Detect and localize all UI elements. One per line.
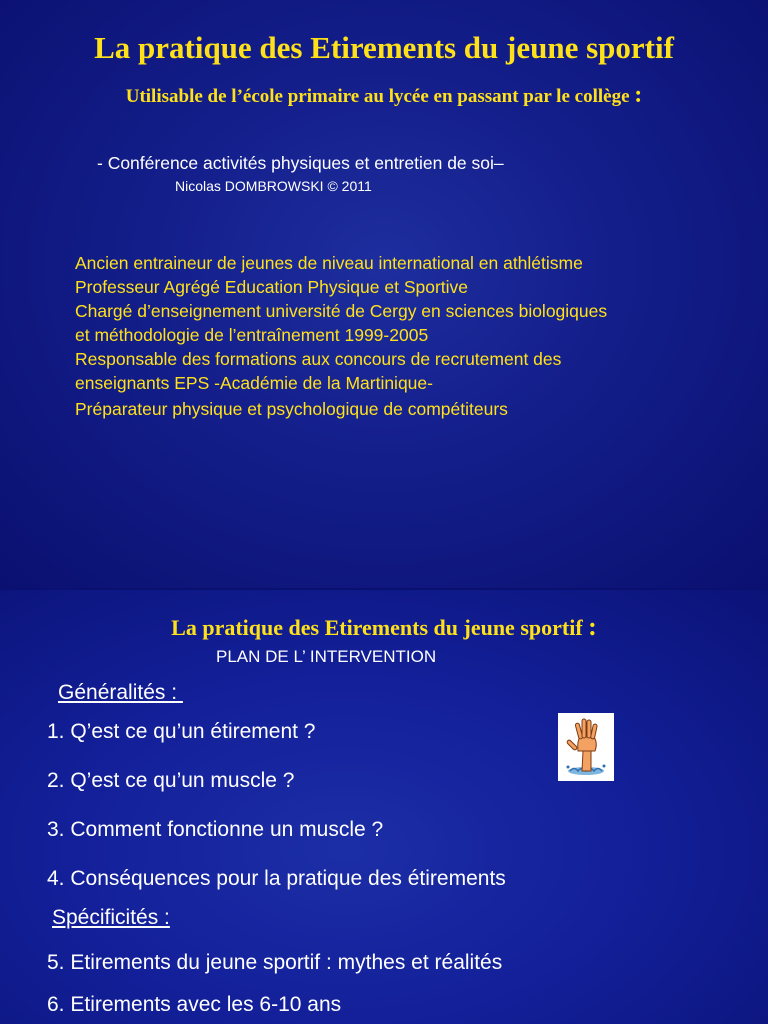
section-heading-specificites: Spécificités : [52, 906, 170, 929]
bio-line: et méthodologie de l’entraînement 1999-2005 [75, 325, 429, 345]
slide-subtitle [0, 82, 768, 109]
bio-line: Responsable des formations aux concours de recrutement des [75, 349, 562, 369]
section-heading-generalites: Généralités : [58, 681, 183, 704]
title-text: La pratique des Etirements du jeune sportif [171, 615, 583, 640]
list-item: 1. Q’est ce qu’un étirement ? [47, 720, 316, 743]
title-colon: : [588, 612, 597, 641]
plan-label: PLAN DE L’ INTERVENTION [216, 647, 437, 666]
bio-line: Préparateur physique et psychologique de compétiteurs [75, 399, 508, 419]
list-item: 6. Etirements avec les 6-10 ans [47, 993, 342, 1016]
raised-hand-in-water-icon [558, 713, 614, 781]
bio-line: Chargé d’enseignement université de Cergy en sciences biologiques [75, 301, 608, 321]
conference-line: - Conférence activités physiques et entretien de soi– [97, 153, 504, 173]
bio-line: Professeur Agrégé Education Physique et Sportive [75, 277, 469, 297]
bio-line: enseignants EPS -Académie de la Martinique- [75, 373, 433, 393]
list-item: 4. Conséquences pour la pratique des étirements [47, 867, 506, 890]
author-line: Nicolas DOMBROWSKI © 2011 [175, 178, 372, 194]
list-item: 2. Q’est ce qu’un muscle ? [47, 769, 295, 792]
list-item: 3. Comment fonctionne un muscle ? [47, 818, 384, 841]
list-item: 5. Etirements du jeune sportif : mythes et réalités [47, 951, 503, 974]
slide-title [0, 612, 768, 642]
subtitle-text: Utilisable de l’école primaire au lycée en passant par le collège [125, 86, 630, 107]
subtitle-colon: : [634, 82, 643, 108]
bio-line: Ancien entraineur de jeunes de niveau international en athlétisme [75, 253, 583, 273]
slide-plan [0, 590, 768, 1024]
slide-title: La pratique des Etirements du jeune sportif [94, 30, 674, 65]
